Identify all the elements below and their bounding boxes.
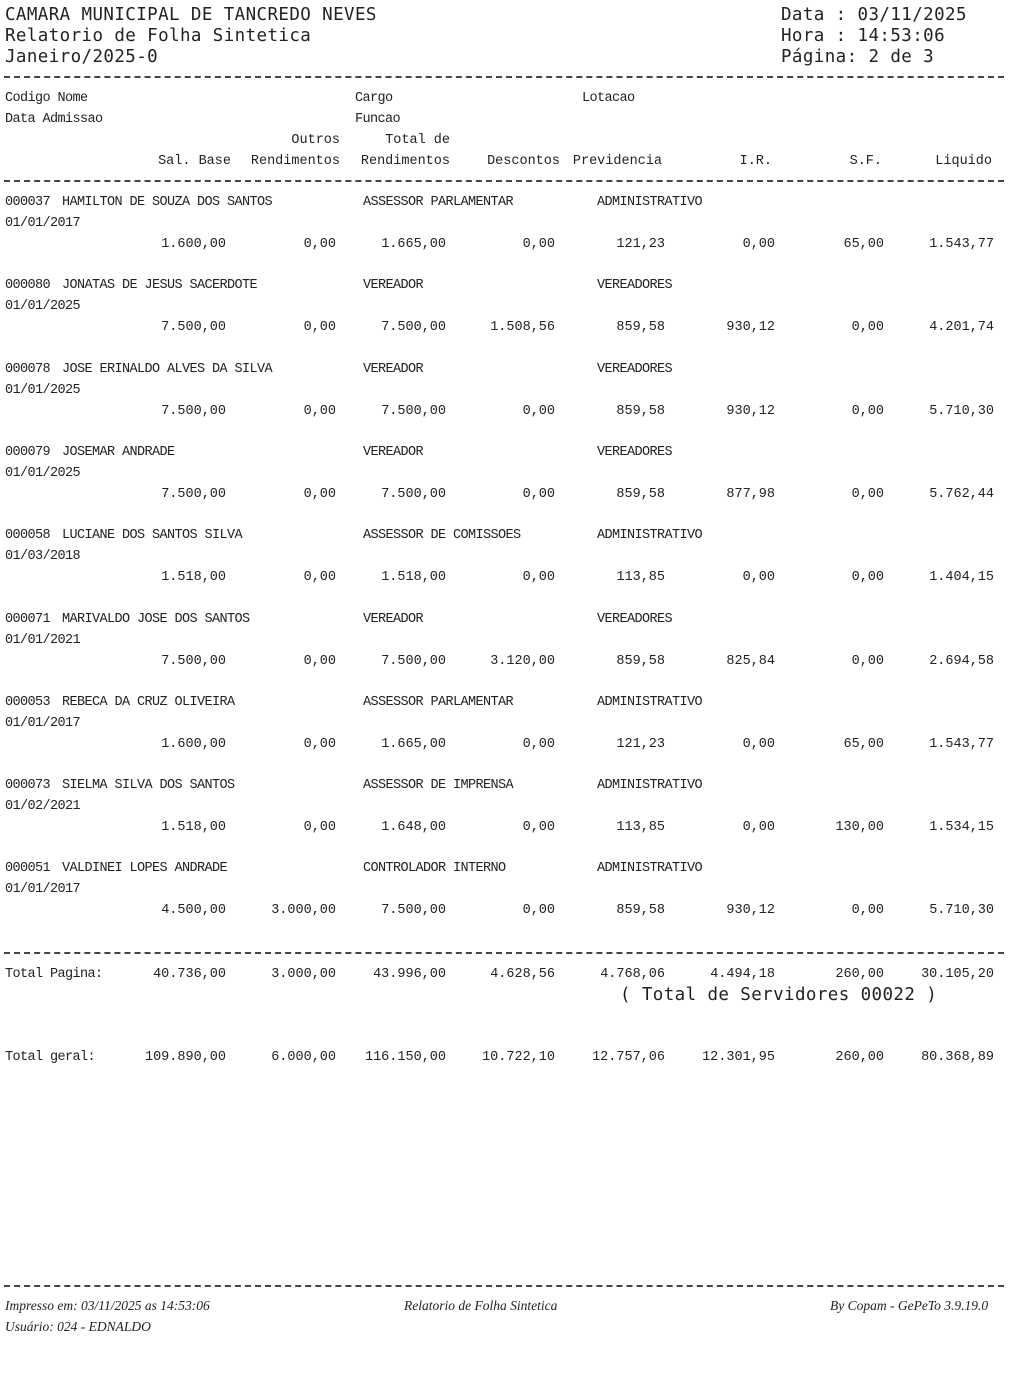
col-liquido: Liquido xyxy=(935,154,992,169)
total-rendimentos-value: 1.665,00 xyxy=(381,737,446,752)
total-rendimentos-value: 7.500,00 xyxy=(381,654,446,669)
footer-printed: Impresso em: 03/11/2025 as 14:53:06 xyxy=(5,1298,210,1313)
ir-value: 930,12 xyxy=(726,320,775,335)
employee-admissao: 01/01/2025 xyxy=(5,299,81,314)
employee-lotacao: VEREADORES xyxy=(597,362,673,377)
employee-cargo: ASSESSOR PARLAMENTAR xyxy=(363,695,514,710)
footer-user: Usuário: 024 - EDNALDO xyxy=(5,1319,151,1334)
employee-code: 000078 xyxy=(5,362,51,377)
previdencia-value: 121,23 xyxy=(616,237,665,252)
employee-name: JOSEMAR ANDRADE xyxy=(62,445,175,460)
employee-admissao: 01/01/2017 xyxy=(5,716,81,731)
employee-cargo: VEREADOR xyxy=(363,612,424,627)
col-total-de: Total de xyxy=(385,133,450,148)
total-rendimentos-value: 7.500,00 xyxy=(381,404,446,419)
report-period: Janeiro/2025-0 xyxy=(5,47,159,67)
employee-cargo: ASSESSOR DE IMPRENSA xyxy=(363,778,514,793)
employee-admissao: 01/01/2017 xyxy=(5,216,81,231)
previdencia-value: 113,85 xyxy=(616,820,665,835)
descontos-value: 4.628,56 xyxy=(490,967,555,982)
employee-name: JOSE ERINALDO ALVES DA SILVA xyxy=(62,362,273,377)
ir-value: 0,00 xyxy=(742,570,775,585)
col-rendimentos-total: Rendimentos xyxy=(360,154,450,169)
sal-base-value: 7.500,00 xyxy=(161,654,226,669)
previdencia-value: 859,58 xyxy=(616,320,665,335)
liquido-value: 1.534,15 xyxy=(929,820,994,835)
sf-value: 260,00 xyxy=(835,967,884,982)
descontos-value: 0,00 xyxy=(522,820,555,835)
sal-base-value: 1.518,00 xyxy=(161,820,226,835)
liquido-value: 5.710,30 xyxy=(929,903,994,918)
sal-base-value: 1.600,00 xyxy=(161,737,226,752)
org-name: CAMARA MUNICIPAL DE TANCREDO NEVES xyxy=(5,5,377,25)
sf-value: 0,00 xyxy=(851,320,884,335)
employee-lotacao: VEREADORES xyxy=(597,278,673,293)
employee-lotacao: ADMINISTRATIVO xyxy=(597,861,703,876)
outros-value: 0,00 xyxy=(303,654,336,669)
sf-value: 0,00 xyxy=(851,570,884,585)
descontos-value: 0,00 xyxy=(522,237,555,252)
col-descontos: Descontos xyxy=(487,154,560,169)
employee-code: 000037 xyxy=(5,195,51,210)
employee-name: SIELMA SILVA DOS SANTOS xyxy=(62,778,235,793)
total-geral-label: Total geral: xyxy=(5,1050,96,1065)
total-pagina-label: Total Pagina: xyxy=(5,967,103,982)
col-outros: Outros xyxy=(291,133,340,148)
total-rendimentos-value: 1.665,00 xyxy=(381,237,446,252)
col-sf: S.F. xyxy=(849,154,882,169)
descontos-value: 0,00 xyxy=(522,737,555,752)
ir-value: 930,12 xyxy=(726,903,775,918)
descontos-value: 0,00 xyxy=(522,570,555,585)
col-data-admissao: Data Admissao xyxy=(5,112,103,127)
sf-value: 260,00 xyxy=(835,1050,884,1065)
previdencia-value: 859,58 xyxy=(616,487,665,502)
employee-admissao: 01/01/2021 xyxy=(5,633,81,648)
liquido-value: 1.543,77 xyxy=(929,237,994,252)
employee-cargo: ASSESSOR PARLAMENTAR xyxy=(363,195,514,210)
employee-code: 000071 xyxy=(5,612,51,627)
outros-value: 0,00 xyxy=(303,404,336,419)
employee-name: LUCIANE DOS SANTOS SILVA xyxy=(62,528,243,543)
outros-value: 0,00 xyxy=(303,737,336,752)
liquido-value: 1.404,15 xyxy=(929,570,994,585)
employee-admissao: 01/03/2018 xyxy=(5,549,81,564)
sal-base-value: 7.500,00 xyxy=(161,487,226,502)
sal-base-value: 1.518,00 xyxy=(161,570,226,585)
descontos-value: 1.508,56 xyxy=(490,320,555,335)
employee-lotacao: ADMINISTRATIVO xyxy=(597,778,703,793)
employee-lotacao: ADMINISTRATIVO xyxy=(597,695,703,710)
total-rendimentos-value: 1.518,00 xyxy=(381,570,446,585)
employee-admissao: 01/01/2025 xyxy=(5,383,81,398)
employee-admissao: 01/01/2025 xyxy=(5,466,81,481)
divider xyxy=(4,76,1004,78)
outros-value: 3.000,00 xyxy=(271,903,336,918)
liquido-value: 5.762,44 xyxy=(929,487,994,502)
employee-name: MARIVALDO JOSE DOS SANTOS xyxy=(62,612,250,627)
previdencia-value: 859,58 xyxy=(616,903,665,918)
employee-name: HAMILTON DE SOUZA DOS SANTOS xyxy=(62,195,273,210)
employee-admissao: 01/02/2021 xyxy=(5,799,81,814)
sf-value: 65,00 xyxy=(843,237,884,252)
divider xyxy=(4,180,1004,182)
ir-value: 12.301,95 xyxy=(702,1050,775,1065)
outros-value: 0,00 xyxy=(303,487,336,502)
col-previdencia: Previdencia xyxy=(572,154,662,169)
footer-by: By Copam - GePeTo 3.9.19.0 xyxy=(830,1298,989,1313)
report-date: Data : 03/11/2025 xyxy=(781,5,967,25)
employee-code: 000051 xyxy=(5,861,51,876)
descontos-value: 0,00 xyxy=(522,404,555,419)
footer-title: Relatorio de Folha Sintetica xyxy=(404,1298,558,1313)
outros-value: 6.000,00 xyxy=(271,1050,336,1065)
employee-code: 000053 xyxy=(5,695,51,710)
ir-value: 930,12 xyxy=(726,404,775,419)
col-ir: I.R. xyxy=(739,154,772,169)
outros-value: 0,00 xyxy=(303,570,336,585)
descontos-value: 0,00 xyxy=(522,487,555,502)
previdencia-value: 113,85 xyxy=(616,570,665,585)
outros-value: 0,00 xyxy=(303,320,336,335)
col-sal-base: Sal. Base xyxy=(158,154,231,169)
outros-value: 0,00 xyxy=(303,820,336,835)
ir-value: 0,00 xyxy=(742,820,775,835)
report-title: Relatorio de Folha Sintetica xyxy=(5,26,312,46)
previdencia-value: 859,58 xyxy=(616,404,665,419)
employee-lotacao: ADMINISTRATIVO xyxy=(597,195,703,210)
ir-value: 0,00 xyxy=(742,737,775,752)
sal-base-value: 109.890,00 xyxy=(144,1050,226,1065)
liquido-value: 1.543,77 xyxy=(929,737,994,752)
liquido-value: 30.105,20 xyxy=(921,967,994,982)
sf-value: 130,00 xyxy=(835,820,884,835)
total-rendimentos-value: 7.500,00 xyxy=(381,903,446,918)
sf-value: 0,00 xyxy=(851,487,884,502)
total-rendimentos-value: 43.996,00 xyxy=(373,967,446,982)
col-rendimentos: Rendimentos xyxy=(250,154,340,169)
employee-cargo: CONTROLADOR INTERNO xyxy=(363,861,506,876)
employee-lotacao: ADMINISTRATIVO xyxy=(597,528,703,543)
page-number: Página: 2 de 3 xyxy=(781,47,935,67)
sal-base-value: 7.500,00 xyxy=(161,404,226,419)
employee-code: 000079 xyxy=(5,445,51,460)
employee-cargo: VEREADOR xyxy=(363,445,424,460)
ir-value: 825,84 xyxy=(726,654,775,669)
col-funcao: Funcao xyxy=(355,112,401,127)
ir-value: 4.494,18 xyxy=(710,967,775,982)
employee-lotacao: VEREADORES xyxy=(597,445,673,460)
previdencia-value: 4.768,06 xyxy=(600,967,665,982)
total-rendimentos-value: 1.648,00 xyxy=(381,820,446,835)
employee-cargo: VEREADOR xyxy=(363,278,424,293)
employee-name: VALDINEI LOPES ANDRADE xyxy=(62,861,228,876)
total-rendimentos-value: 7.500,00 xyxy=(381,487,446,502)
col-codigo-nome: Codigo Nome xyxy=(5,91,88,106)
employee-cargo: ASSESSOR DE COMISSOES xyxy=(363,528,521,543)
sal-base-value: 7.500,00 xyxy=(161,320,226,335)
previdencia-value: 859,58 xyxy=(616,654,665,669)
sal-base-value: 40.736,00 xyxy=(153,967,226,982)
report-time: Hora : 14:53:06 xyxy=(781,26,946,46)
ir-value: 0,00 xyxy=(742,237,775,252)
employee-code: 000080 xyxy=(5,278,51,293)
outros-value: 3.000,00 xyxy=(271,967,336,982)
divider xyxy=(4,952,1004,954)
total-rendimentos-value: 7.500,00 xyxy=(381,320,446,335)
descontos-value: 0,00 xyxy=(522,903,555,918)
employee-name: REBECA DA CRUZ OLIVEIRA xyxy=(62,695,235,710)
descontos-value: 3.120,00 xyxy=(490,654,555,669)
liquido-value: 5.710,30 xyxy=(929,404,994,419)
liquido-value: 2.694,58 xyxy=(929,654,994,669)
employee-lotacao: VEREADORES xyxy=(597,612,673,627)
sal-base-value: 4.500,00 xyxy=(161,903,226,918)
sal-base-value: 1.600,00 xyxy=(161,237,226,252)
total-rendimentos-value: 116.150,00 xyxy=(364,1050,446,1065)
employee-name: JONATAS DE JESUS SACERDOTE xyxy=(62,278,258,293)
total-servidores: ( Total de Servidores 00022 ) xyxy=(620,985,938,1005)
sf-value: 65,00 xyxy=(843,737,884,752)
liquido-value: 80.368,89 xyxy=(921,1050,994,1065)
outros-value: 0,00 xyxy=(303,237,336,252)
employee-code: 000058 xyxy=(5,528,51,543)
descontos-value: 10.722,10 xyxy=(482,1050,555,1065)
ir-value: 877,98 xyxy=(726,487,775,502)
previdencia-value: 121,23 xyxy=(616,737,665,752)
sf-value: 0,00 xyxy=(851,404,884,419)
sf-value: 0,00 xyxy=(851,654,884,669)
sf-value: 0,00 xyxy=(851,903,884,918)
liquido-value: 4.201,74 xyxy=(929,320,994,335)
previdencia-value: 12.757,06 xyxy=(592,1050,665,1065)
employee-admissao: 01/01/2017 xyxy=(5,882,81,897)
col-lotacao: Lotacao xyxy=(582,91,635,106)
employee-code: 000073 xyxy=(5,778,51,793)
divider xyxy=(4,1285,1004,1287)
employee-cargo: VEREADOR xyxy=(363,362,424,377)
col-cargo: Cargo xyxy=(355,91,393,106)
